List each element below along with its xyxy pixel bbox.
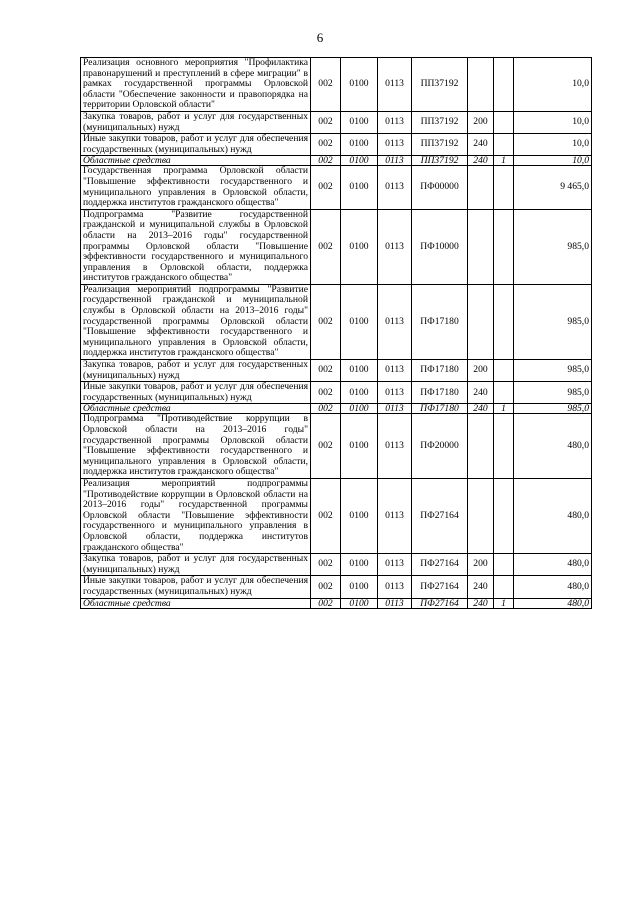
section-code: 0100	[341, 58, 378, 112]
target-article-code: ПФ27164	[412, 576, 468, 598]
row-description: Областные средства	[81, 404, 311, 414]
amount: 480,0	[514, 598, 592, 608]
section-code: 0100	[341, 156, 378, 166]
table-row-regional-funds	[81, 598, 592, 608]
target-article-code: ПФ17180	[412, 360, 468, 382]
table-row	[81, 284, 592, 359]
row-description: Подпрограмма "Противодействие коррупции в Орловской области на 2013–2016 годы" государственной программы Орловской области "Повышение эффективности государственного и муниципального управления в Орловской области, поддержка институтов гражданского общества"	[81, 414, 311, 479]
section-code: 0100	[341, 554, 378, 576]
ministry-code: 002	[311, 166, 341, 209]
ministry-code: 002	[311, 404, 341, 414]
amount: 10,0	[514, 58, 592, 112]
ministry-code: 002	[311, 111, 341, 133]
subsection-code: 0113	[378, 576, 412, 598]
row-description: Реализация мероприятий подпрограммы "Развитие государственной гражданской и муниципальной службы в Орловской области на 2013–2016 годы" государственной программы Орловской области "Повышение эффективности государственного и муниципального управления в Орловской области, поддержка институтов гражданского общества"	[81, 284, 311, 359]
ministry-code: 002	[311, 58, 341, 112]
subsection-code: 0113	[378, 478, 412, 553]
table-row	[81, 382, 592, 404]
section-code: 0100	[341, 284, 378, 359]
amount: 985,0	[514, 360, 592, 382]
target-article-code: ПФ17180	[412, 404, 468, 414]
target-article-code: ПФ27164	[412, 478, 468, 553]
amount: 985,0	[514, 382, 592, 404]
subsection-code: 0113	[378, 284, 412, 359]
row-description: Иные закупки товаров, работ и услуг для обеспечения государственных (муниципальных) нужд	[81, 576, 311, 598]
section-code: 0100	[341, 382, 378, 404]
subsection-code: 0113	[378, 134, 412, 156]
funding-source-code	[494, 554, 514, 576]
target-article-code: ПФ20000	[412, 414, 468, 479]
funding-source-code	[494, 58, 514, 112]
ministry-code: 002	[311, 382, 341, 404]
table-row	[81, 360, 592, 382]
funding-source-code	[494, 478, 514, 553]
expense-type-code: 240	[468, 598, 494, 608]
expense-type-code: 240	[468, 134, 494, 156]
ministry-code: 002	[311, 156, 341, 166]
ministry-code: 002	[311, 576, 341, 598]
expense-type-code: 240	[468, 404, 494, 414]
subsection-code: 0113	[378, 382, 412, 404]
expense-type-code	[468, 284, 494, 359]
target-article-code: ПФ00000	[412, 166, 468, 209]
row-description: Закупка товаров, работ и услуг для государственных (муниципальных) нужд	[81, 360, 311, 382]
section-code: 0100	[341, 598, 378, 608]
expense-type-code	[468, 58, 494, 112]
amount: 10,0	[514, 156, 592, 166]
ministry-code: 002	[311, 209, 341, 284]
section-code: 0100	[341, 111, 378, 133]
amount: 480,0	[514, 478, 592, 553]
subsection-code: 0113	[378, 554, 412, 576]
amount: 9 465,0	[514, 166, 592, 209]
amount: 10,0	[514, 111, 592, 133]
section-code: 0100	[341, 478, 378, 553]
table-row	[81, 576, 592, 598]
page-number: 6	[316, 30, 324, 45]
funding-source-code	[494, 382, 514, 404]
table-row	[81, 209, 592, 284]
ministry-code: 002	[311, 134, 341, 156]
expense-type-code: 200	[468, 360, 494, 382]
row-description: Областные средства	[81, 598, 311, 608]
funding-source-code	[494, 111, 514, 133]
expense-type-code	[468, 209, 494, 284]
section-code: 0100	[341, 404, 378, 414]
amount: 480,0	[514, 414, 592, 479]
expense-type-code: 200	[468, 111, 494, 133]
funding-source-code: 1	[494, 156, 514, 166]
subsection-code: 0113	[378, 111, 412, 133]
subsection-code: 0113	[378, 156, 412, 166]
funding-source-code	[494, 166, 514, 209]
table-row-regional-funds	[81, 404, 592, 414]
section-code: 0100	[341, 576, 378, 598]
ministry-code: 002	[311, 360, 341, 382]
subsection-code: 0113	[378, 404, 412, 414]
row-description: Государственная программа Орловской области "Повышение эффективности государственного и муниципального управления в Орловской области, поддержка институтов гражданского общества"	[81, 166, 311, 209]
subsection-code: 0113	[378, 360, 412, 382]
target-article-code: ПП37192	[412, 58, 468, 112]
row-description: Реализация основного мероприятия "Профилактика правонарушений и преступлений в сфере миграции" в рамках государственной программы Орловской области "Обеспечение законности и правопорядка на территории Орловской области"	[81, 58, 311, 112]
expense-type-code: 240	[468, 156, 494, 166]
ministry-code: 002	[311, 414, 341, 479]
section-code: 0100	[341, 414, 378, 479]
expense-type-code: 200	[468, 554, 494, 576]
expense-type-code: 240	[468, 576, 494, 598]
table-row	[81, 414, 592, 479]
subsection-code: 0113	[378, 598, 412, 608]
target-article-code: ПП37192	[412, 111, 468, 133]
budget-table	[80, 57, 592, 609]
target-article-code: ПФ17180	[412, 382, 468, 404]
amount: 10,0	[514, 134, 592, 156]
section-code: 0100	[341, 360, 378, 382]
amount: 985,0	[514, 209, 592, 284]
subsection-code: 0113	[378, 209, 412, 284]
ministry-code: 002	[311, 554, 341, 576]
table-row	[81, 111, 592, 133]
ministry-code: 002	[311, 478, 341, 553]
budget-table-body	[81, 58, 592, 609]
ministry-code: 002	[311, 598, 341, 608]
target-article-code: ПП37192	[412, 134, 468, 156]
table-row	[81, 554, 592, 576]
subsection-code: 0113	[378, 166, 412, 209]
funding-source-code	[494, 576, 514, 598]
expense-type-code: 240	[468, 382, 494, 404]
amount: 480,0	[514, 554, 592, 576]
expense-type-code	[468, 166, 494, 209]
table-row	[81, 58, 592, 112]
section-code: 0100	[341, 134, 378, 156]
subsection-code: 0113	[378, 58, 412, 112]
amount: 985,0	[514, 404, 592, 414]
row-description: Закупка товаров, работ и услуг для государственных (муниципальных) нужд	[81, 111, 311, 133]
row-description: Закупка товаров, работ и услуг для государственных (муниципальных) нужд	[81, 554, 311, 576]
funding-source-code	[494, 209, 514, 284]
amount: 480,0	[514, 576, 592, 598]
section-code: 0100	[341, 166, 378, 209]
amount: 985,0	[514, 284, 592, 359]
table-row	[81, 134, 592, 156]
expense-type-code	[468, 414, 494, 479]
ministry-code: 002	[311, 284, 341, 359]
row-description: Реализация мероприятий подпрограммы "Противодействие коррупции в Орловской области на 2013–2016 годы" государственной программы Орловской области "Повышение эффективности государственного и муниципального управления в Орловской области, поддержка институтов гражданского общества"	[81, 478, 311, 553]
row-description: Областные средства	[81, 156, 311, 166]
table-row	[81, 166, 592, 209]
expense-type-code	[468, 478, 494, 553]
funding-source-code	[494, 134, 514, 156]
target-article-code: ПФ10000	[412, 209, 468, 284]
funding-source-code: 1	[494, 404, 514, 414]
row-description: Подпрограмма "Развитие государственной гражданской и муниципальной службы в Орловской области на 2013–2016 годы" государственной программы Орловской области "Повышение эффективности государственного и муниципального управления в Орловской области, поддержка институтов гражданского общества"	[81, 209, 311, 284]
funding-source-code	[494, 284, 514, 359]
target-article-code: ПФ17180	[412, 284, 468, 359]
target-article-code: ПФ27164	[412, 598, 468, 608]
row-description: Иные закупки товаров, работ и услуг для обеспечения государственных (муниципальных) нужд	[81, 382, 311, 404]
table-row	[81, 478, 592, 553]
funding-source-code: 1	[494, 598, 514, 608]
table-row-regional-funds	[81, 156, 592, 166]
subsection-code: 0113	[378, 414, 412, 479]
target-article-code: ПП37192	[412, 156, 468, 166]
funding-source-code	[494, 414, 514, 479]
section-code: 0100	[341, 209, 378, 284]
target-article-code: ПФ27164	[412, 554, 468, 576]
row-description: Иные закупки товаров, работ и услуг для обеспечения государственных (муниципальных) нужд	[81, 134, 311, 156]
funding-source-code	[494, 360, 514, 382]
